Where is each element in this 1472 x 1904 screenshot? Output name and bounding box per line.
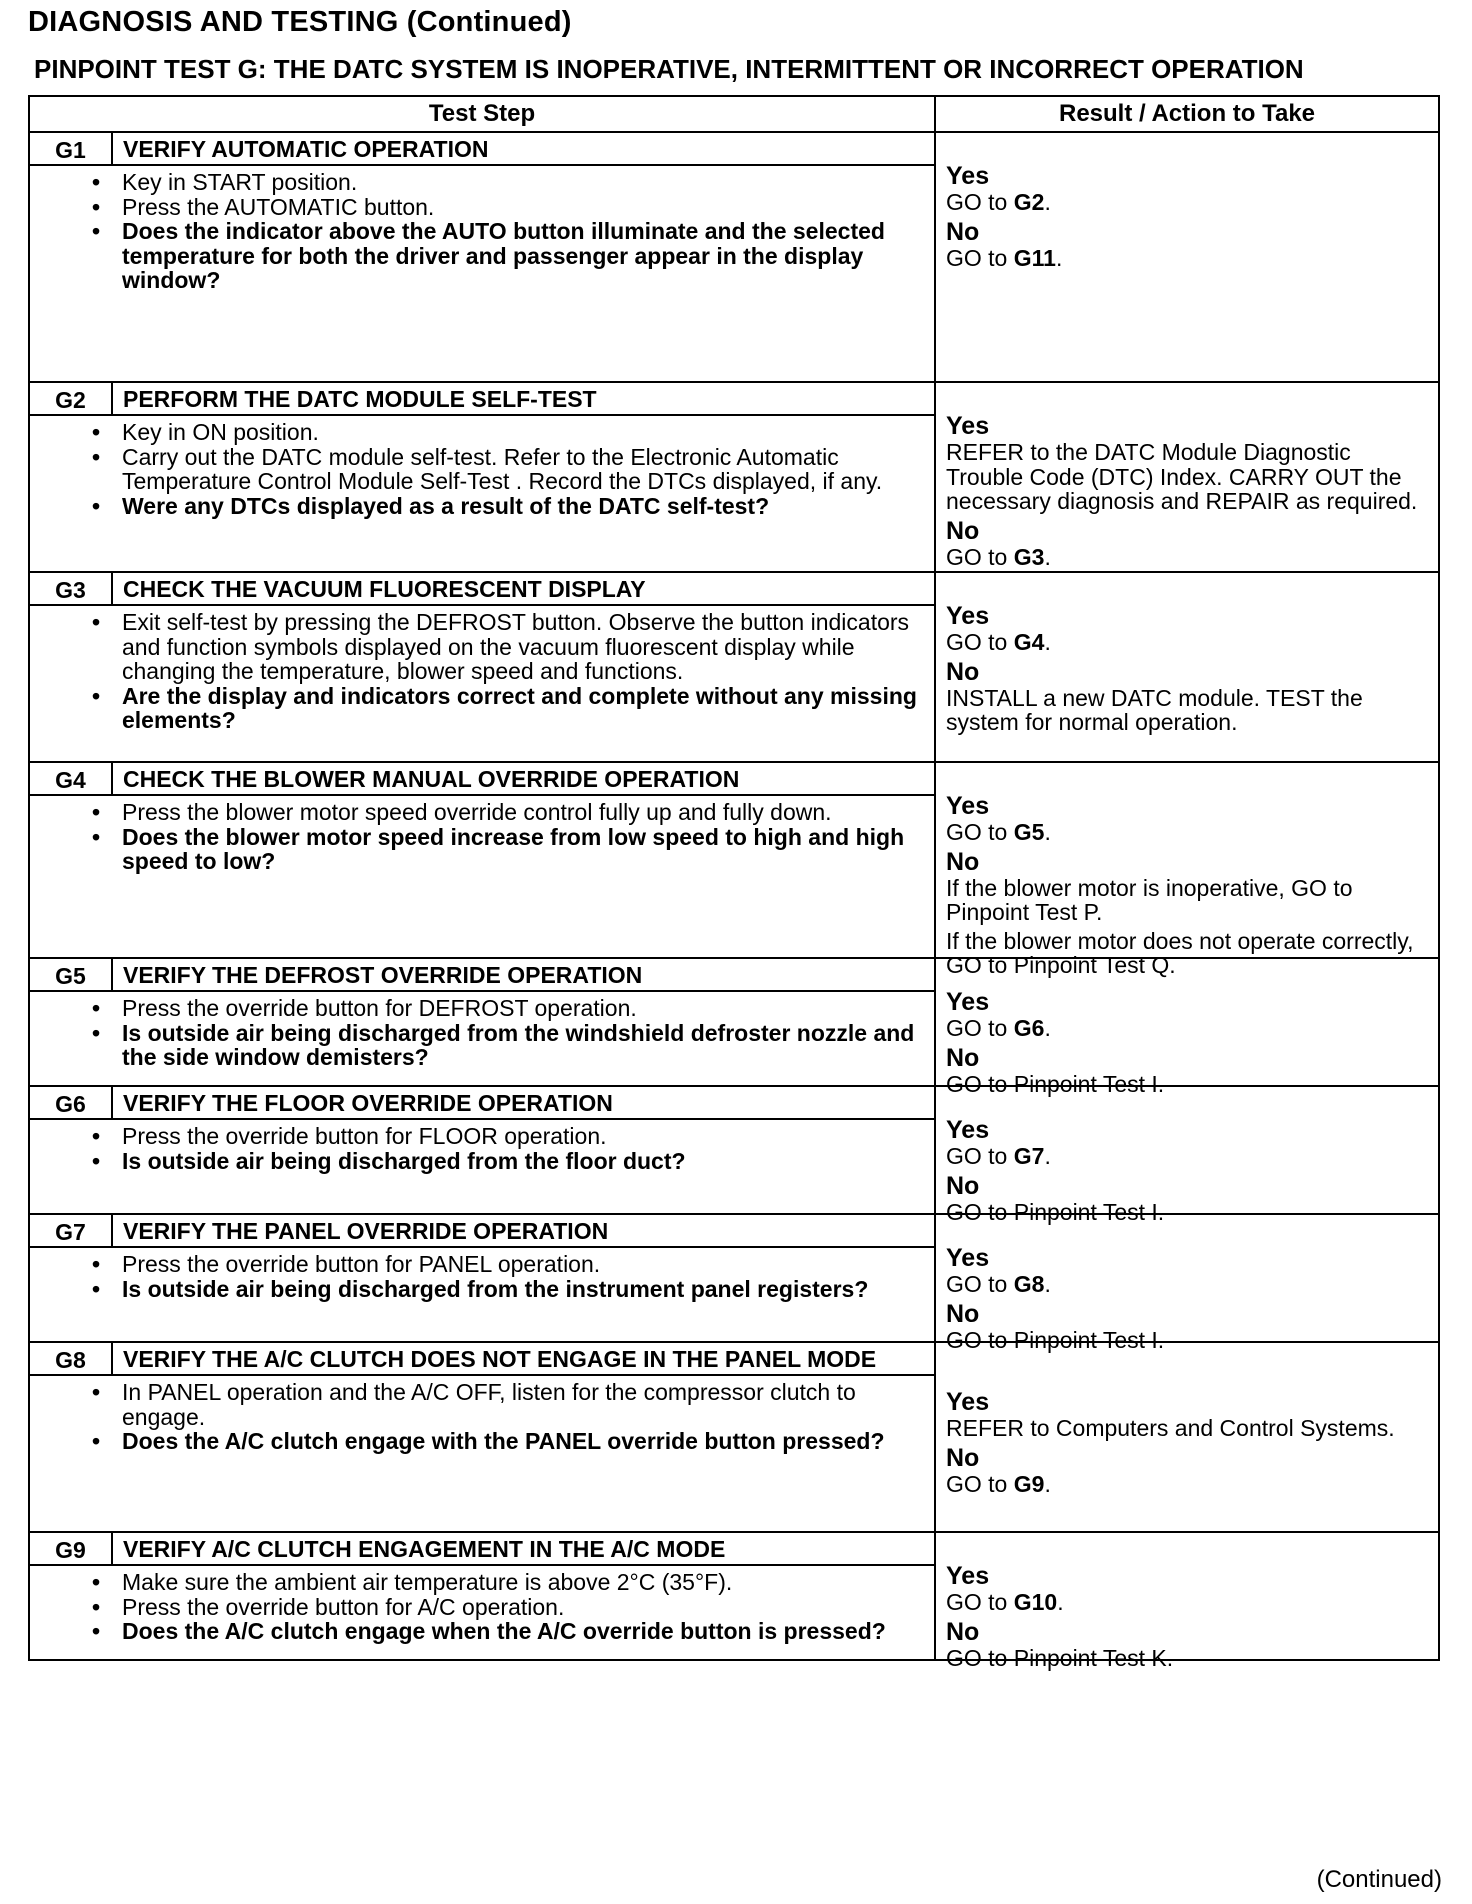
result-label: Yes <box>946 412 990 440</box>
test-step-cell <box>30 573 936 761</box>
step-title: PERFORM THE DATC MODULE SELF-TEST <box>123 386 597 412</box>
result-action-text: GO to <box>946 1271 1014 1297</box>
test-step-cell <box>30 383 936 571</box>
step-id: G3 <box>30 573 113 604</box>
result-label: Yes <box>946 792 990 820</box>
step-id: G1 <box>30 133 113 164</box>
step-instructions <box>30 1248 934 1341</box>
step-id: G6 <box>30 1087 113 1118</box>
result-action-text: GO to <box>946 244 1014 271</box>
step-question: • Are the display and indicators correct and complete without any missing elements? <box>122 684 920 733</box>
result-label: Yes <box>946 1388 990 1416</box>
result-label: Yes <box>946 162 990 190</box>
result-action-tail: . <box>1057 1589 1064 1615</box>
test-step-row <box>30 383 1438 573</box>
continued-note: (Continued) <box>1316 1866 1442 1893</box>
result-action <box>946 246 1430 271</box>
step-instructions <box>30 416 934 571</box>
result-label: No <box>946 1299 980 1328</box>
result-action-tail: . <box>1044 629 1051 655</box>
result-cell <box>936 573 1438 761</box>
result-action <box>946 545 1430 570</box>
column-header-test-step: Test Step <box>30 97 936 131</box>
step-instructions <box>30 1566 934 1659</box>
result-cell <box>936 383 1438 571</box>
result-action <box>946 1590 1430 1615</box>
test-steps <box>30 133 1438 1671</box>
result-label: Yes <box>946 1562 990 1590</box>
table-header <box>30 97 1438 133</box>
result-cell <box>936 1087 1438 1225</box>
result-label: No <box>946 1171 980 1200</box>
step-question: • Does the A/C clutch engage when the A/C override button is pressed? <box>122 1619 920 1644</box>
step-reference: G8 <box>1013 1271 1045 1297</box>
result-action-text: GO to <box>946 1589 1014 1615</box>
test-step-heading <box>30 573 934 606</box>
test-step-row <box>30 573 1438 763</box>
result-label: No <box>946 1043 980 1072</box>
step-title: VERIFY A/C CLUTCH ENGAGEMENT IN THE A/C MODE <box>123 1536 726 1562</box>
result-label: No <box>946 657 980 686</box>
result-action <box>946 630 1430 655</box>
step-instructions <box>30 166 934 381</box>
step-question: • Is outside air being discharged from the instrument panel registers? <box>122 1277 920 1302</box>
result-label: No <box>946 847 980 876</box>
result-action-tail: . <box>1044 1143 1051 1169</box>
test-step-cell <box>30 763 936 957</box>
step-instruction: • Press the blower motor speed override control fully up and fully down. <box>122 800 920 825</box>
result-action <box>946 190 1430 215</box>
result-action <box>946 1016 1430 1041</box>
result-action-text: GO to Pinpoint Test K. <box>946 1644 1174 1671</box>
step-instruction: • Exit self-test by pressing the DEFROST button. Observe the button indicators and function symbols displayed on the vacuum fluorescent display while changing the temperature, blower speed and functions. <box>122 610 920 684</box>
step-question: • Does the A/C clutch engage with the PANEL override button pressed? <box>122 1429 920 1454</box>
step-reference: G3 <box>1013 543 1045 570</box>
step-question: • Were any DTCs displayed as a result of the DATC self-test? <box>122 494 920 519</box>
test-step-heading <box>30 1533 934 1566</box>
step-instruction: • Press the override button for FLOOR operation. <box>122 1124 920 1149</box>
step-question: • Is outside air being discharged from the windshield defroster nozzle and the side window demisters? <box>122 1021 920 1070</box>
result-cell <box>936 1533 1438 1671</box>
step-instruction: • Press the override button for DEFROST operation. <box>122 996 920 1021</box>
step-instructions <box>30 796 934 957</box>
test-step-heading <box>30 1215 934 1248</box>
result-cell <box>936 959 1438 1097</box>
result-action <box>946 1144 1430 1169</box>
result-action-text: GO to Pinpoint Test I. <box>946 1070 1165 1097</box>
step-title: VERIFY THE FLOOR OVERRIDE OPERATION <box>123 1090 613 1116</box>
result-action-text: If the blower motor is inoperative, GO to Pinpoint Test P. <box>946 874 1353 925</box>
step-title: VERIFY THE PANEL OVERRIDE OPERATION <box>123 1218 609 1244</box>
result-cell <box>936 1343 1438 1531</box>
result-action <box>946 1416 1430 1441</box>
test-step-row <box>30 959 1438 1097</box>
result-action-text: GO to <box>946 1470 1014 1497</box>
step-id: G4 <box>30 763 113 794</box>
result-action <box>946 1472 1430 1497</box>
result-cell <box>936 1215 1438 1353</box>
page-title: DIAGNOSIS AND TESTING (Continued) <box>28 6 572 38</box>
test-step-heading <box>30 1343 934 1376</box>
step-title: CHECK THE VACUUM FLUORESCENT DISPLAY <box>123 576 646 602</box>
result-action-text: GO to <box>946 1015 1014 1041</box>
step-reference: G4 <box>1013 629 1045 655</box>
result-action-text: REFER to Computers and Control Systems. <box>946 1415 1395 1441</box>
result-action <box>946 1646 1430 1671</box>
result-label: No <box>946 217 980 246</box>
test-step-row <box>30 1215 1438 1353</box>
step-id: G5 <box>30 959 113 990</box>
result-action-text: GO to <box>946 543 1014 570</box>
test-step-heading <box>30 959 934 992</box>
test-step-row <box>30 133 1438 383</box>
step-reference: G6 <box>1013 1015 1045 1041</box>
step-instructions <box>30 992 934 1085</box>
step-reference: G11 <box>1013 244 1056 271</box>
step-instructions <box>30 606 934 761</box>
result-label: No <box>946 1617 980 1646</box>
column-header-result: Result / Action to Take <box>1058 100 1316 127</box>
test-step-row <box>30 1343 1438 1533</box>
step-title: VERIFY AUTOMATIC OPERATION <box>123 136 489 162</box>
result-label: Yes <box>946 602 990 630</box>
step-id: G2 <box>30 383 113 414</box>
step-question: • Is outside air being discharged from the floor duct? <box>122 1149 920 1174</box>
result-action-text: GO to Pinpoint Test I. <box>946 1198 1165 1225</box>
step-instruction: • Key in START position. <box>122 170 920 195</box>
test-step-cell <box>30 959 936 1085</box>
result-action-tail: . <box>1055 244 1063 271</box>
test-step-cell <box>30 133 936 381</box>
step-instructions <box>30 1120 934 1213</box>
test-step-cell <box>30 1533 936 1659</box>
step-reference: G10 <box>1013 1589 1058 1615</box>
result-action-text: GO to Pinpoint Test I. <box>946 1326 1165 1353</box>
result-action-tail: . <box>1044 1470 1051 1497</box>
result-action-tail: . <box>1044 543 1051 570</box>
result-action-tail: . <box>1044 189 1051 215</box>
step-instruction: • Make sure the ambient air temperature is above 2°C (35°F). <box>122 1570 920 1595</box>
test-step-cell <box>30 1215 936 1341</box>
test-step-heading <box>30 383 934 416</box>
result-action-text: GO to <box>946 189 1014 215</box>
result-action-tail: . <box>1044 819 1051 845</box>
result-cell <box>936 763 1438 978</box>
result-label: Yes <box>946 1244 990 1272</box>
result-label: Yes <box>946 1116 990 1144</box>
step-question: • Does the blower motor speed increase from low speed to high and high speed to low? <box>122 825 920 874</box>
pinpoint-test-table <box>28 95 1440 1671</box>
test-step-heading <box>30 133 934 166</box>
step-title: CHECK THE BLOWER MANUAL OVERRIDE OPERATION <box>123 766 740 792</box>
step-instruction: • Press the override button for PANEL operation. <box>122 1252 920 1277</box>
step-instructions <box>30 1376 934 1531</box>
step-title: VERIFY THE DEFROST OVERRIDE OPERATION <box>123 962 643 988</box>
result-action-tail: . <box>1044 1015 1051 1041</box>
result-label: Yes <box>946 988 990 1016</box>
result-action <box>946 440 1430 514</box>
result-label: No <box>946 516 980 545</box>
test-step-cell <box>30 1343 936 1531</box>
test-step-row <box>30 1087 1438 1225</box>
step-reference: G2 <box>1013 189 1045 215</box>
result-action-text: GO to <box>946 819 1014 845</box>
step-title: VERIFY THE A/C CLUTCH DOES NOT ENGAGE IN THE PANEL MODE <box>123 1346 877 1372</box>
result-action <box>946 686 1430 735</box>
step-id: G8 <box>30 1343 113 1374</box>
step-id: G7 <box>30 1215 113 1246</box>
result-action-text: GO to <box>946 629 1014 655</box>
result-action <box>946 1272 1430 1297</box>
test-step-row <box>30 1533 1438 1671</box>
step-reference: G5 <box>1013 819 1045 845</box>
result-label: No <box>946 1443 980 1472</box>
step-id: G9 <box>30 1533 113 1564</box>
result-action-tail: . <box>1044 1271 1051 1297</box>
result-action-text: GO to <box>946 1143 1014 1169</box>
step-reference: G9 <box>1013 1470 1045 1497</box>
step-question: • Does the indicator above the AUTO button illuminate and the selected temperature for both the driver and passenger appear in the display window? <box>122 219 920 293</box>
step-instruction: • Carry out the DATC module self-test. Refer to the Electronic Automatic Temperature Control Module Self-Test . Record the DTCs displayed, if any. <box>122 445 920 494</box>
test-step-cell <box>30 1087 936 1213</box>
step-instruction: • Press the AUTOMATIC button. <box>122 195 920 220</box>
step-instruction: • Key in ON position. <box>122 420 920 445</box>
result-action <box>946 820 1430 845</box>
step-instruction: • Press the override button for A/C operation. <box>122 1595 920 1620</box>
result-action-text: INSTALL a new DATC module. TEST the system for normal operation. <box>946 684 1363 735</box>
test-step-heading <box>30 1087 934 1120</box>
result-action-text: REFER to the DATC Module Diagnostic Trouble Code (DTC) Index. CARRY OUT the necessary diagnosis and REPAIR as required. <box>946 439 1418 514</box>
result-action <box>946 876 1430 925</box>
step-instruction: • In PANEL operation and the A/C OFF, listen for the compressor clutch to engage. <box>122 1380 920 1429</box>
result-action-text: If the blower motor does not operate correctly, GO to Pinpoint Test Q. <box>946 927 1414 978</box>
pinpoint-test-title: PINPOINT TEST G: THE DATC SYSTEM IS INOPERATIVE, INTERMITTENT OR INCORRECT OPERATION <box>34 54 1304 84</box>
result-cell <box>936 133 1438 381</box>
test-step-heading <box>30 763 934 796</box>
step-reference: G7 <box>1013 1143 1045 1169</box>
